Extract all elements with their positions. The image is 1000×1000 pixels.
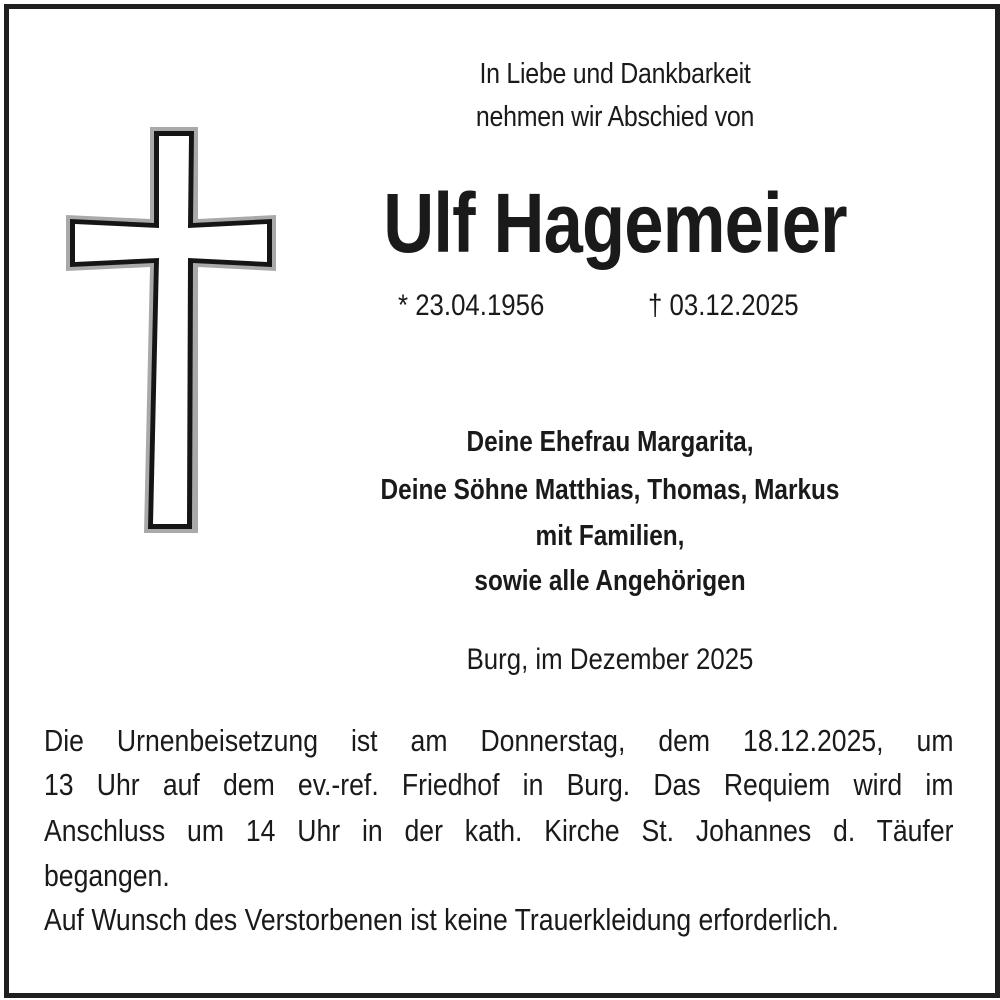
attire-note: Auf Wunsch des Verstorbenen ist keine Trauerkleidung erforderlich. — [44, 902, 839, 937]
burial-details-line: begangen. — [44, 858, 170, 893]
burial-details-line: 13 Uhr auf dem ev.-ref. Friedhof in Burg. Das Requiem wird im — [44, 767, 954, 802]
intro-line-2: nehmen wir Abschied von — [475, 101, 755, 133]
mourner-line: mit Familien, — [535, 520, 685, 552]
mourner-line: Deine Ehefrau Margarita, — [466, 426, 754, 458]
deceased-name: Ulf Hagemeier — [383, 176, 847, 270]
mourner-line: Deine Söhne Matthias, Thomas, Markus — [380, 474, 840, 506]
death-date: † 03.12.2025 — [648, 289, 799, 322]
burial-details-line: Anschluss um 14 Uhr in der kath. Kirche St. Johannes d. Täufer — [44, 813, 954, 848]
birth-date: * 23.04.1956 — [398, 289, 545, 322]
intro-line-1: In Liebe und Dankbarkeit — [479, 58, 751, 90]
burial-details-line: Die Urnenbeisetzung ist am Donnerstag, dem 18.12.2025, um — [44, 723, 954, 758]
cross-icon — [62, 123, 280, 537]
place-and-date: Burg, im Dezember 2025 — [466, 643, 754, 676]
mourner-line: sowie alle Angehörigen — [474, 565, 746, 597]
